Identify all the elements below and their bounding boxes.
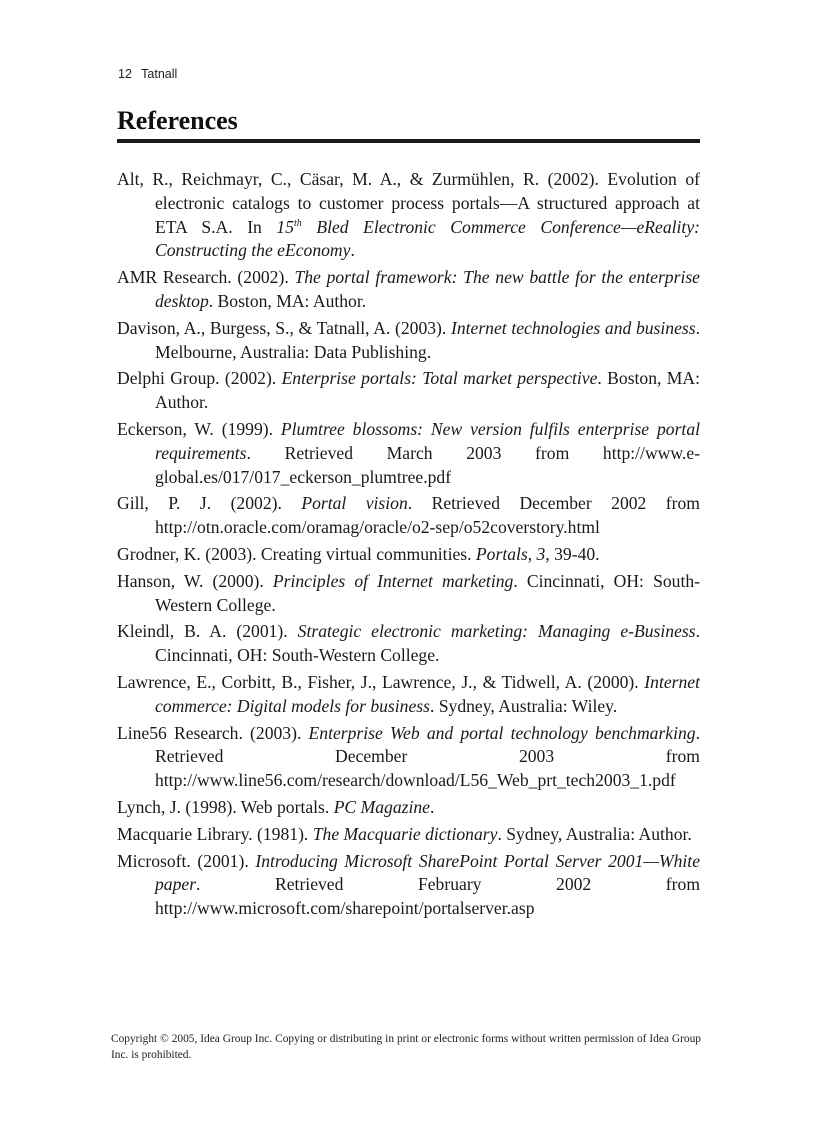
- reference-title: Internet technologies and business: [450, 317, 696, 338]
- reference-text: Macquarie Library. (1981).: [117, 823, 313, 844]
- reference-entry: [117, 418, 700, 489]
- reference-entry: [117, 570, 700, 618]
- reference-title: Internet commerce: Digital models for business: [155, 671, 700, 716]
- reference-title: The Macquarie dictionary: [312, 823, 498, 844]
- reference-entry: [117, 722, 700, 793]
- reference-entry: [117, 620, 700, 668]
- reference-text: . Cincinnati, OH: South-Western College.: [155, 570, 700, 615]
- reference-text: Kleindl, B. A. (2001).: [117, 621, 298, 642]
- reference-text: Davison, A., Burgess, S., & Tatnall, A. (2003).: [117, 317, 451, 338]
- reference-volume: 3: [536, 543, 546, 564]
- reference-text: Line56 Research. (2003).: [117, 722, 309, 743]
- reference-text: Lawrence, E., Corbitt, B., Fisher, J., Lawrence, J., & Tidwell, A. (2000).: [117, 671, 645, 692]
- reference-text: Delphi Group. (2002).: [117, 368, 282, 389]
- reference-entry: [117, 671, 700, 719]
- reference-title: Portal vision: [301, 493, 408, 514]
- reference-list: [117, 168, 700, 924]
- reference-text: Microsoft. (2001).: [117, 850, 256, 871]
- reference-text: Hanson, W. (2000).: [117, 570, 273, 591]
- reference-entry: [117, 266, 700, 314]
- reference-text: Alt, R., Reichmayr, C., Cäsar, M. A., & Zurmühlen, R. (2002). Evolution of electronic catalogs to customer process portals—A structured approach at ETA S.A. In: [117, 169, 700, 237]
- reference-entry: [117, 492, 700, 540]
- reference-title: Strategic electronic marketing: Managing e-Business: [297, 621, 696, 642]
- reference-text: . Retrieved March 2003 from http://www.e-global.es/017/017_eckerson_plumtree.pdf: [155, 442, 700, 487]
- reference-text: . Boston, MA: Author.: [155, 368, 700, 413]
- reference-entry: [117, 823, 700, 847]
- superscript: th: [294, 217, 302, 229]
- reference-text: . Retrieved December 2003 from http://www.line56.com/research/download/L56_Web_prt_tech2003_1.pdf: [155, 722, 700, 791]
- reference-text: , 39-40.: [545, 543, 600, 564]
- reference-entry: [117, 168, 700, 263]
- reference-text: Lynch, J. (1998). Web portals.: [117, 796, 334, 817]
- title-rule: [117, 139, 700, 143]
- reference-title: PC Magazine: [333, 796, 430, 817]
- reference-title: Portals: [475, 543, 528, 564]
- reference-text: . Sydney, Australia: Wiley.: [429, 695, 618, 716]
- reference-text: . Cincinnati, OH: South-Western College.: [155, 621, 700, 666]
- reference-title: Principles of Internet marketing: [272, 570, 514, 591]
- copyright-notice: Copyright © 2005, Idea Group Inc. Copying or distributing in print or electronic forms without written permission of Idea Group Inc. is prohibited.: [111, 1033, 701, 1061]
- reference-title: The portal framework: The new battle for the enterprise desktop: [155, 267, 700, 311]
- reference-entry: [117, 367, 700, 415]
- reference-title: Enterprise portals: Total market perspective: [281, 368, 598, 389]
- reference-title: 15: [276, 216, 294, 237]
- page-number: 12: [118, 67, 132, 81]
- reference-entry: [117, 850, 700, 921]
- reference-title: Bled Electronic Commerce Conference—eReality: Constructing the eEconomy: [155, 216, 700, 261]
- section-title: References: [117, 106, 238, 135]
- reference-text: .: [350, 240, 355, 261]
- reference-text: . Sydney, Australia: Author.: [497, 823, 692, 844]
- reference-text: Eckerson, W. (1999).: [117, 418, 281, 439]
- reference-text: AMR Research. (2002).: [117, 267, 295, 288]
- reference-text: . Boston, MA: Author.: [208, 290, 367, 311]
- reference-text: ,: [527, 543, 537, 564]
- reference-text: . Retrieved February 2002 from http://www.microsoft.com/sharepoint/portalserver.asp: [155, 874, 700, 919]
- running-head: [118, 67, 177, 81]
- reference-title: Introducing Microsoft SharePoint Portal Server 2001—White paper: [155, 850, 701, 895]
- reference-title: Enterprise Web and portal technology benchmarking: [308, 722, 696, 743]
- reference-text: . Retrieved December 2002 from http://otn.oracle.com/oramag/oracle/o2-sep/o52coverstory.html: [155, 493, 700, 538]
- reference-text: .: [429, 796, 435, 817]
- reference-title: Plumtree blossoms: New version fulfils enterprise portal requirements: [155, 418, 700, 463]
- reference-entry: [117, 543, 700, 567]
- reference-entry: [117, 317, 700, 365]
- reference-text: Grodner, K. (2003). Creating virtual communities.: [117, 543, 476, 564]
- reference-entry: [117, 796, 700, 820]
- reference-text: . Melbourne, Australia: Data Publishing.: [155, 317, 700, 362]
- reference-text: Gill, P. J. (2002).: [117, 493, 302, 514]
- running-head-author: Tatnall: [141, 67, 178, 81]
